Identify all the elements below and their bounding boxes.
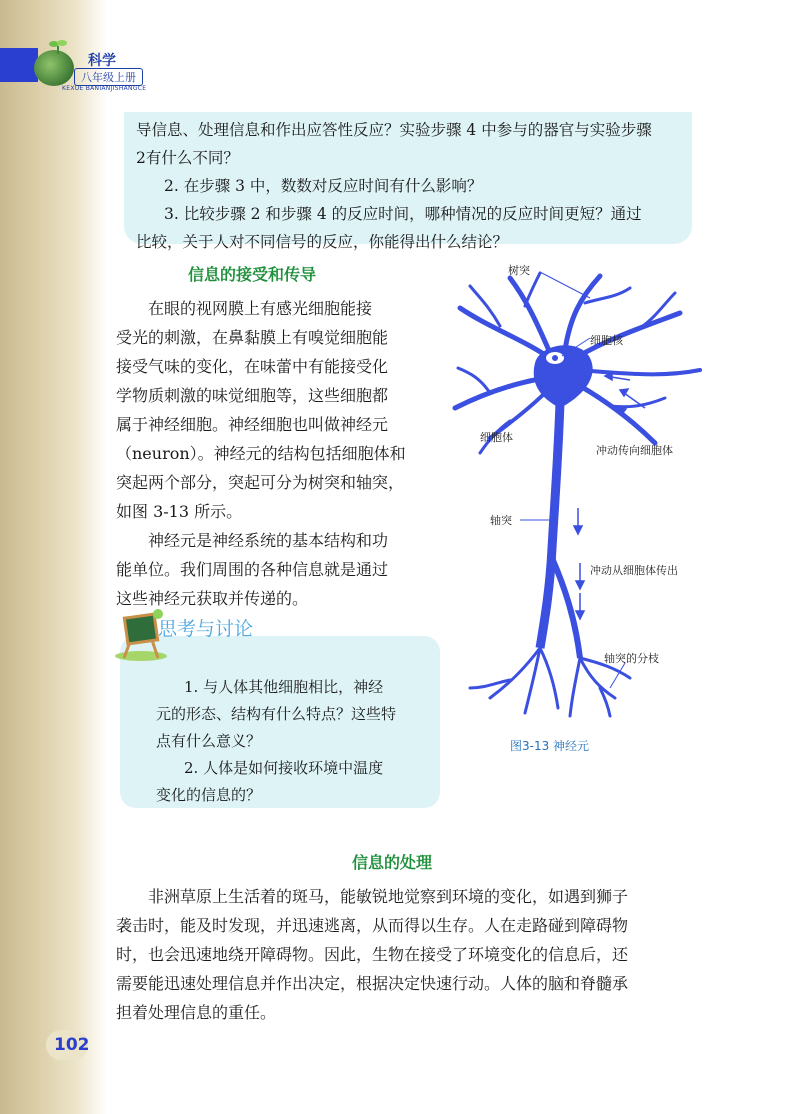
- globe-icon: [34, 50, 74, 86]
- para-line: 属于神经细胞。神经细胞也叫做神经元: [116, 415, 389, 434]
- label-impulse-to-body: 冲动传向细胞体: [596, 444, 673, 457]
- header-grade: 八年级上册: [74, 68, 143, 86]
- think-line: 点有什么意义？: [156, 732, 262, 750]
- label-axon: 轴突: [490, 514, 512, 527]
- header-pinyin: KEXUE BANIANJISHANGCE: [62, 85, 147, 92]
- page-number: 102: [54, 1035, 90, 1055]
- label-dendrite: 树突: [508, 264, 530, 277]
- page-spine-shading: [0, 0, 108, 1114]
- label-impulse-from-body: 冲动从细胞体传出: [590, 564, 678, 577]
- header-color-bar: [0, 48, 38, 82]
- para-line: 如图 3-13 所示。: [116, 502, 243, 521]
- neuron-diagram: [440, 258, 740, 728]
- para-line: 担着处理信息的重任。: [116, 1003, 277, 1022]
- para-line: 学物质刺激的味觉细胞等，这些细胞都: [116, 386, 389, 405]
- top-box-line: 2有什么不同？: [136, 149, 239, 167]
- para-line: 接受气味的变化，在味蕾中有能接受化: [116, 357, 389, 376]
- think-line: 变化的信息的？: [156, 786, 262, 804]
- para-line: 这些神经元获取并传递的。: [116, 589, 309, 608]
- think-discuss-title: 思考与讨论: [158, 618, 254, 640]
- section1-body: [116, 294, 446, 613]
- para-line: 神经元是神经系统的基本结构和功: [148, 531, 389, 550]
- top-box-line: 比较，关于人对不同信号的反应，你能得出什么结论？: [136, 233, 509, 251]
- para-line: 时，也会迅速地绕开障碍物。因此，生物在接受了环境变化的信息后，还: [116, 945, 629, 964]
- para-line: 受光的刺激，在鼻黏膜上有嗅觉细胞能: [116, 328, 389, 347]
- para-line: 在眼的视网膜上有感光细胞能接: [148, 299, 373, 318]
- label-cell-body: 细胞体: [480, 431, 513, 444]
- section2-body: [116, 882, 696, 1027]
- question-box-top: [124, 112, 692, 251]
- top-box-line: 3. 比较步骤 2 和步骤 4 的反应时间，哪种情况的反应时间更短？通过: [164, 205, 642, 223]
- section-title-reception: 信息的接受和传导: [188, 265, 317, 284]
- para-line: 能单位。我们周围的各种信息就是通过: [116, 560, 389, 579]
- section-title-processing: 信息的处理: [352, 853, 433, 872]
- para-line: 袭击时，能及时发现，并迅速逃离，从而得以生存。人在走路碰到障碍物: [116, 916, 629, 935]
- label-nucleus: 细胞核: [590, 334, 623, 347]
- label-axon-branches: 轴突的分枝: [604, 652, 659, 665]
- figure-caption: 图3-13 神经元: [510, 739, 590, 753]
- para-line: 非洲草原上生活着的斑马，能敏锐地觉察到环境的变化，如遇到狮子: [148, 887, 629, 906]
- think-line: 1. 与人体其他细胞相比，神经: [184, 678, 384, 696]
- para-line: 突起两个部分，突起可分为树突和轴突，: [116, 473, 405, 492]
- top-box-line: 2. 在步骤 3 中，数数对反应时间有什么影响？: [164, 177, 483, 195]
- header-subject: 科学: [88, 53, 116, 69]
- para-line: （neuron）。神经元的结构包括细胞体和: [116, 444, 406, 463]
- think-line: 元的形态、结构有什么特点？这些特: [156, 705, 397, 723]
- think-line: 2. 人体是如何接收环境中温度: [184, 759, 384, 777]
- top-box-line: 导信息、处理信息和作出应答性反应？实验步骤 4 中参与的器官与实验步骤: [136, 121, 652, 139]
- sprout-icon: [48, 38, 68, 54]
- para-line: 需要能迅速处理信息并作出决定，根据决定快速行动。人体的脑和脊髓承: [116, 974, 629, 993]
